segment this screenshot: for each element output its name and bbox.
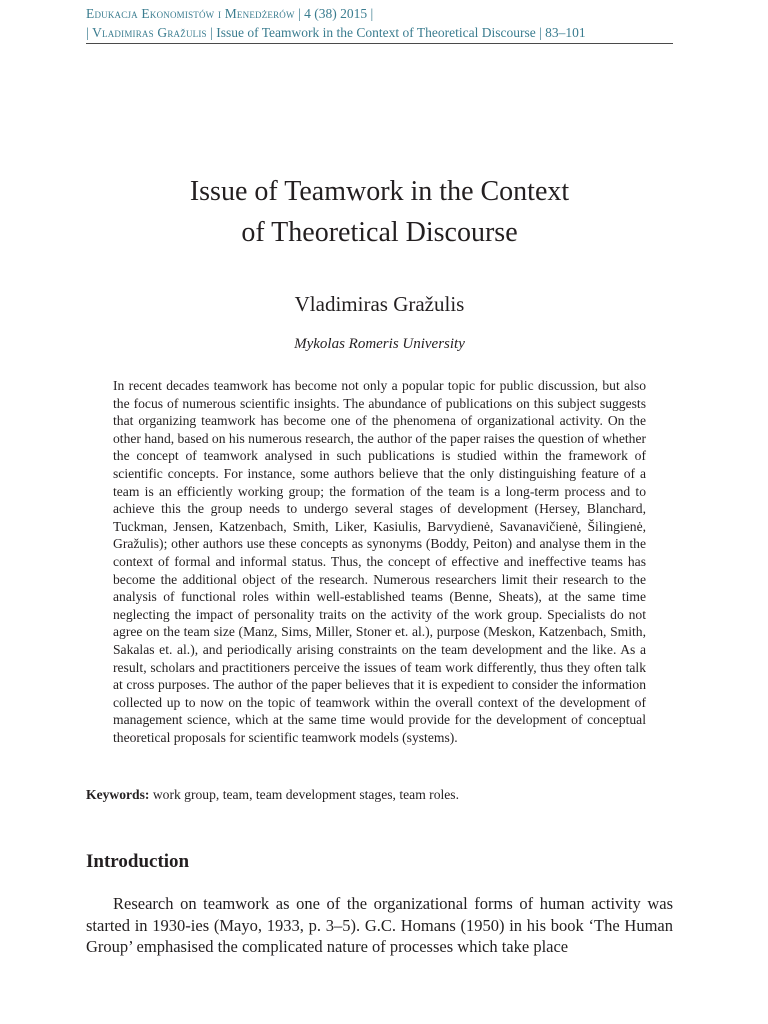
running-head-line-1 [86, 4, 673, 23]
abstract: In recent decades teamwork has become not only a popular topic for public discussion, but also the focus of numerous scientific insights. The abundance of publications on this subject suggests that organizing teamwork has become one of the phenomena of organizational activity. On the other hand, based on his numerous research, the author of the paper raises the question of whether the concept of teamwork analysed in such publications is studied within the framework of scientific concepts. For instance, some authors believe that the only distinguishing feature of a team is an efficiently working group; the formation of the team is a long-term process and to achieve this the group needs to undergo several stages of development (Hersey, Blanchard, Tuckman, Jensen, Katzenbach, Smith, Liker, Kasiulis, Barvydienė, Savanavičienė, Šilingienė, Gražulis); other authors use these concepts as synonyms (Boddy, Peiton) and analyse them in the context of formal and informal status. Thus, the concept of effective and ineffective teams has become the additional object of the research. Numerous researchers limit their research to the analysis of functional roles within well-established teams (Benne, Sheats), at the same time neglecting the impact of personality traits on the activity of the work group. Specialists do not agree on the team size (Manz, Sims, Miller, Stoner et. al.), purpose (Meskon, Katzenbach, Smith, Sakalas et. al.), and periodically arising constraints on the team development and the like. As a result, scholars and practitioners perceive the issues of team work differently, thus they often talk at cross purposes. The author of the paper believes that it is expedient to consider the information collected up to now on the topic of teamwork within the overall context of the development of management science, which at the same time would provide for the development of conceptual theoretical proposals for scientific teamwork models (systems). [113, 378, 647, 745]
author-affiliation: Mykolas Romeris University [294, 336, 465, 352]
header-rule [86, 43, 673, 44]
article-title-line-1: Issue of Teamwork in the Context [189, 176, 570, 207]
article-title [86, 171, 673, 253]
section-heading-introduction: Introduction [86, 851, 190, 872]
article-title-line-2: of Theoretical Discourse [241, 217, 518, 248]
article-author: Vladimiras Gražulis [294, 292, 465, 316]
separator: | [298, 6, 301, 21]
separator: | [539, 25, 542, 40]
separator: | [210, 25, 213, 40]
introduction-paragraph: Research on teamwork as one of the organizational forms of human activity was started in 1930-ies (Mayo, 1933, p. 3–5). G.C. Homans (1950) in his book ‘The Human Group’ emphasised the complicated nature of processes which take place [86, 894, 673, 956]
running-head [86, 4, 673, 42]
keywords-text: work group, team, team development stages, team roles. [152, 787, 459, 802]
issue-number: 4 (38) 2015 [304, 6, 368, 21]
keywords-label: Keywords: [86, 787, 150, 802]
running-head-line-2 [86, 23, 673, 42]
separator: | [370, 6, 374, 21]
journal-name: Edukacja Ekonomistów i Menedżerów [86, 6, 295, 21]
page-range: 83–101 [545, 25, 586, 40]
running-head-author: Vladimiras Gražulis [92, 25, 207, 40]
keywords [86, 786, 673, 804]
separator: | [86, 25, 89, 40]
running-head-title: Issue of Teamwork in the Context of Theoretical Discourse [216, 25, 536, 40]
